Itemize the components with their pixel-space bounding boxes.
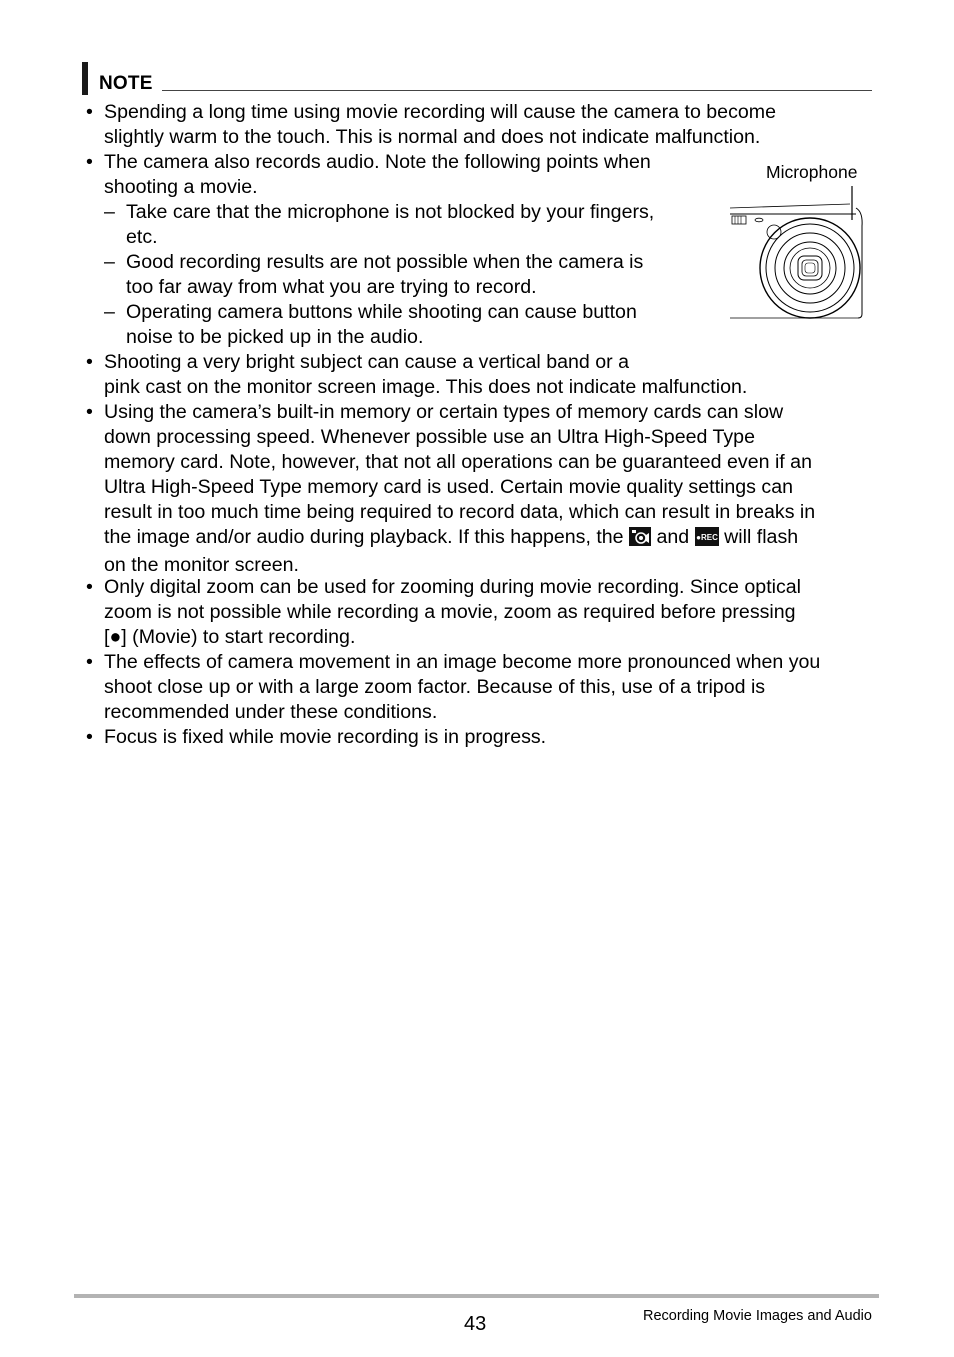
sub-item-button-noise — [126, 300, 637, 350]
bullet-marker: • — [86, 401, 93, 423]
section-title: Recording Movie Images and Audio — [643, 1308, 872, 1324]
text-line: Shooting a very bright subject can cause a vertical band or a — [104, 351, 629, 373]
text-line: result in too much time being required to record data, which can result in breaks in — [104, 501, 816, 523]
text-line: too far away from what you are trying to record. — [126, 276, 537, 298]
dash-marker: – — [104, 201, 115, 223]
text-line: Using the camera’s built-in memory or certain types of memory cards can slow — [104, 401, 784, 423]
note-label: NOTE — [99, 73, 153, 94]
text-line: Take care that the microphone is not blocked by your fingers, — [126, 201, 655, 223]
bullet-marker: • — [86, 351, 93, 373]
text-line: slightly warm to the touch. This is normal and does not indicate malfunction. — [104, 126, 761, 148]
text-line: shooting a movie. — [104, 176, 258, 198]
page-number: 43 — [464, 1313, 487, 1335]
camera-illustration — [728, 186, 868, 321]
bullet-marker: • — [86, 151, 93, 173]
bullet-marker: • — [86, 651, 93, 673]
text-line-with-icons: the image and/or audio during playback. If this happens, the and ●REC will flash — [104, 525, 815, 553]
text-line: Focus is fixed while movie recording is in progress. — [104, 726, 547, 748]
bullet-marker: • — [86, 726, 93, 748]
text-line: etc. — [126, 226, 158, 248]
note-rule — [162, 90, 872, 91]
text-line: down processing speed. Whenever possible use an Ultra High-Speed Type — [104, 426, 755, 448]
text-line: recommended under these conditions. — [104, 701, 438, 723]
sub-item-distance — [126, 250, 643, 300]
text-line: The camera also records audio. Note the following points when — [104, 151, 651, 173]
bullet-item-camera-movement — [104, 650, 820, 725]
camera-microphone-figure — [728, 186, 868, 326]
bullet-item-bright-subject — [104, 350, 747, 400]
bullet-item-warm — [104, 100, 776, 150]
bullet-marker: • — [86, 101, 93, 123]
bullet-item-audio — [104, 150, 651, 200]
note-bar — [82, 62, 88, 95]
rec-icon — [695, 527, 719, 553]
text-line: zoom is not possible while recording a movie, zoom as required before pressing — [104, 601, 796, 623]
text-line: memory card. Note, however, that not all operations can be guaranteed even if an — [104, 451, 812, 473]
text-line: noise to be picked up in the audio. — [126, 326, 424, 348]
text-line: shoot close up or with a large zoom factor. Because of this, use of a tripod is — [104, 676, 766, 698]
footer-rule — [74, 1294, 879, 1298]
text-line: pink cast on the monitor screen image. This does not indicate malfunction. — [104, 376, 748, 398]
text-line: Operating camera buttons while shooting can cause button — [126, 301, 637, 323]
microphone-label: Microphone — [766, 162, 858, 182]
bullet-item-focus — [104, 725, 546, 750]
movie-camera-icon — [629, 527, 651, 553]
text-line: Spending a long time using movie recording will cause the camera to become — [104, 101, 776, 123]
text-line: on the monitor screen. — [104, 554, 299, 576]
sub-item-microphone-blocked — [126, 200, 654, 250]
text-line: [●] (Movie) to start recording. — [104, 626, 356, 648]
dash-marker: – — [104, 301, 115, 323]
bullet-marker: • — [86, 576, 93, 598]
bullet-item-memory — [104, 400, 815, 578]
note-header — [82, 62, 872, 96]
text-line: Ultra High-Speed Type memory card is used. Certain movie quality settings can — [104, 476, 793, 498]
bullet-item-digital-zoom — [104, 575, 801, 650]
svg-text:●REC: ●REC — [695, 533, 718, 542]
text-line: Only digital zoom can be used for zooming during movie recording. Since optical — [104, 576, 802, 598]
text-line: The effects of camera movement in an image become more pronounced when you — [104, 651, 821, 673]
dash-marker: – — [104, 251, 115, 273]
text-line: Good recording results are not possible when the camera is — [126, 251, 644, 273]
